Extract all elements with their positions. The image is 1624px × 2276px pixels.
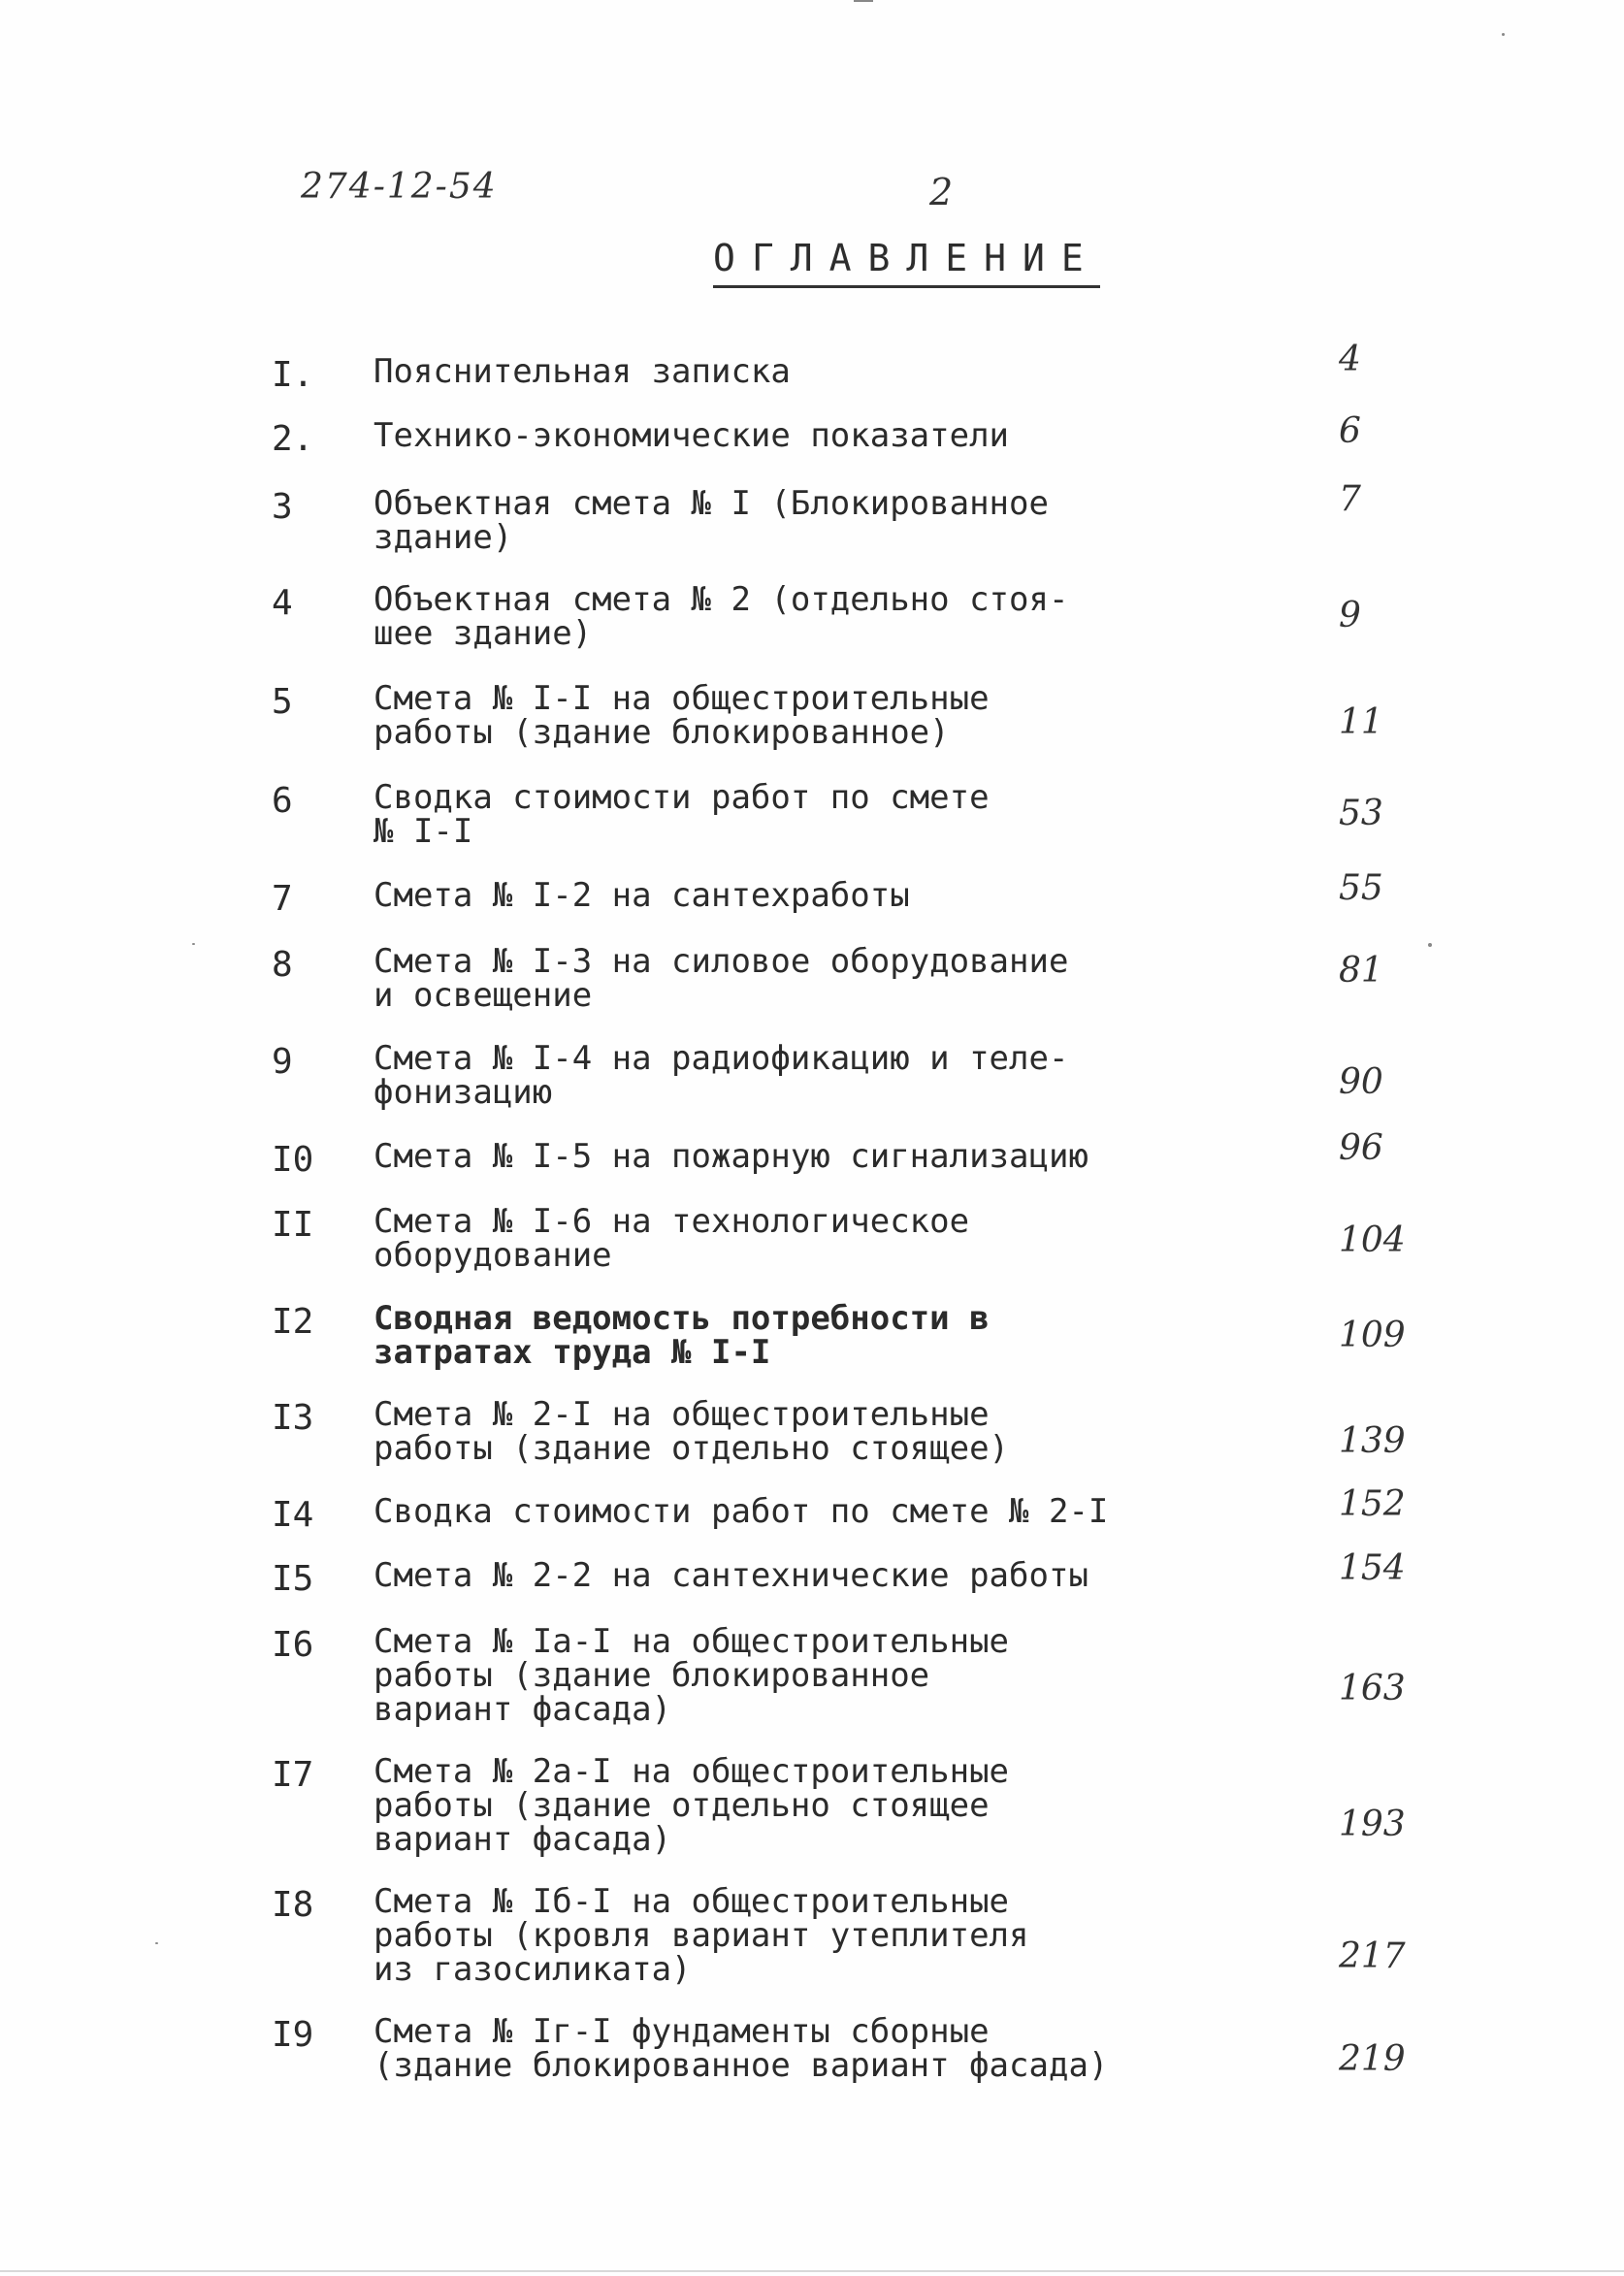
toc-entry-title: Смета № I-I на общестроительные работы (здание блокированное): [374, 679, 990, 752]
toc-entry-page: 81: [1339, 951, 1383, 991]
toc-entry-page: 96: [1339, 1128, 1383, 1168]
toc-entry-title: Объектная смета № I (Блокированное здание): [374, 484, 1049, 557]
scan-speck: [155, 1942, 158, 1944]
toc-entry-title: Смета № I-6 на технологическое оборудование: [374, 1202, 970, 1275]
toc-entry-number: 9: [272, 1042, 293, 1082]
toc-entry-title: Смета № I-2 на сантехработы: [374, 876, 910, 915]
scan-speck: [1502, 33, 1505, 36]
toc-entry-page: 109: [1339, 1316, 1406, 1355]
toc-entry-title: Смета № I-4 на радиофикацию и теле- фонизацию: [374, 1039, 1069, 1112]
toc-entry-number: 5: [272, 682, 293, 722]
toc-entry-number: I8: [272, 1885, 314, 1925]
toc-entry-title: Смета № I-3 на силовое оборудование и освещение: [374, 942, 1069, 1015]
toc-entry-title: Смета № 2а-I на общестроительные работы (здание отдельно стоящее вариант фасада): [374, 1752, 1010, 1859]
toc-entry-number: I2: [272, 1302, 314, 1342]
toc-entry-page: 90: [1339, 1062, 1383, 1102]
toc-entry-page: 9: [1339, 596, 1361, 635]
toc-entry-title: Сводка стоимости работ по смете № I-I: [374, 778, 990, 851]
toc-entry-number: I7: [272, 1755, 314, 1795]
toc-entry-title: Смета № 2-I на общестроительные работы (здание отдельно стоящее): [374, 1395, 1010, 1468]
toc-entry-title: Смета № Iб-I на общестроительные работы (кровля вариант утеплителя из газосиликата): [374, 1882, 1029, 1989]
toc-entry-number: I6: [272, 1625, 314, 1665]
toc-entry-title: Сводка стоимости работ по смете № 2-I: [374, 1492, 1109, 1531]
toc-entry-number: II: [272, 1205, 314, 1245]
toc-entry-page: 11: [1339, 702, 1383, 742]
toc-entry-page: 219: [1339, 2039, 1406, 2079]
page-title: ОГЛАВЛЕНИЕ: [713, 237, 1100, 288]
toc-entry-number: 4: [272, 583, 293, 623]
toc-entry-page: 152: [1339, 1484, 1406, 1524]
toc-entry-page: 55: [1339, 868, 1383, 908]
toc-entry-number: 7: [272, 879, 293, 919]
toc-entry-number: I5: [272, 1559, 314, 1599]
toc-entry-page: 139: [1339, 1421, 1406, 1461]
toc-entry-title: Сводная ведомость потребности в затратах труда № I-I: [374, 1299, 990, 1372]
toc-entry-number: I0: [272, 1140, 314, 1180]
toc-entry-number: 3: [272, 487, 293, 527]
toc-entry-page: 104: [1339, 1220, 1406, 1260]
toc-entry-title: Смета № Iг-I фундаменты сборные (здание блокированное вариант фасада): [374, 2012, 1109, 2085]
toc-entry-title: Смета № 2-2 на сантехнические работы: [374, 1556, 1088, 1595]
toc-entry-title: Технико-экономические показатели: [374, 416, 1010, 455]
toc-entry-page: 53: [1339, 794, 1383, 833]
toc-entry-title: Смета № I-5 на пожарную сигнализацию: [374, 1137, 1088, 1176]
toc-entry-number: 8: [272, 945, 293, 985]
toc-entry-page: 217: [1339, 1936, 1406, 1976]
toc-entry-page: 7: [1339, 479, 1361, 519]
toc-entry-number: I4: [272, 1495, 314, 1535]
toc-entry-page: 193: [1339, 1805, 1406, 1844]
document-code: 274-12-54: [301, 167, 498, 207]
toc-entry-number: I3: [272, 1398, 314, 1438]
toc-entry-number: 6: [272, 781, 293, 821]
toc-entry-page: 154: [1339, 1548, 1406, 1588]
toc-entry-page: 163: [1339, 1669, 1406, 1708]
toc-entry-title: Смета № Iа-I на общестроительные работы (здание блокированное вариант фасада): [374, 1622, 1010, 1729]
scan-speck: [192, 943, 195, 945]
toc-entry-title: Пояснительная записка: [374, 352, 791, 391]
page-number: 2: [929, 171, 954, 213]
scan-edge: [0, 2270, 1624, 2272]
toc-entry-page: 6: [1339, 411, 1361, 451]
scan-speck: [854, 0, 873, 2]
toc-entry-number: I9: [272, 2015, 314, 2055]
scan-speck: [1428, 943, 1432, 947]
toc-entry-number: I.: [272, 355, 314, 395]
toc-entry-title: Объектная смета № 2 (отдельно стоя- шее здание): [374, 580, 1069, 653]
toc-entry-page: 4: [1339, 340, 1361, 379]
toc-entry-number: 2.: [272, 419, 314, 459]
